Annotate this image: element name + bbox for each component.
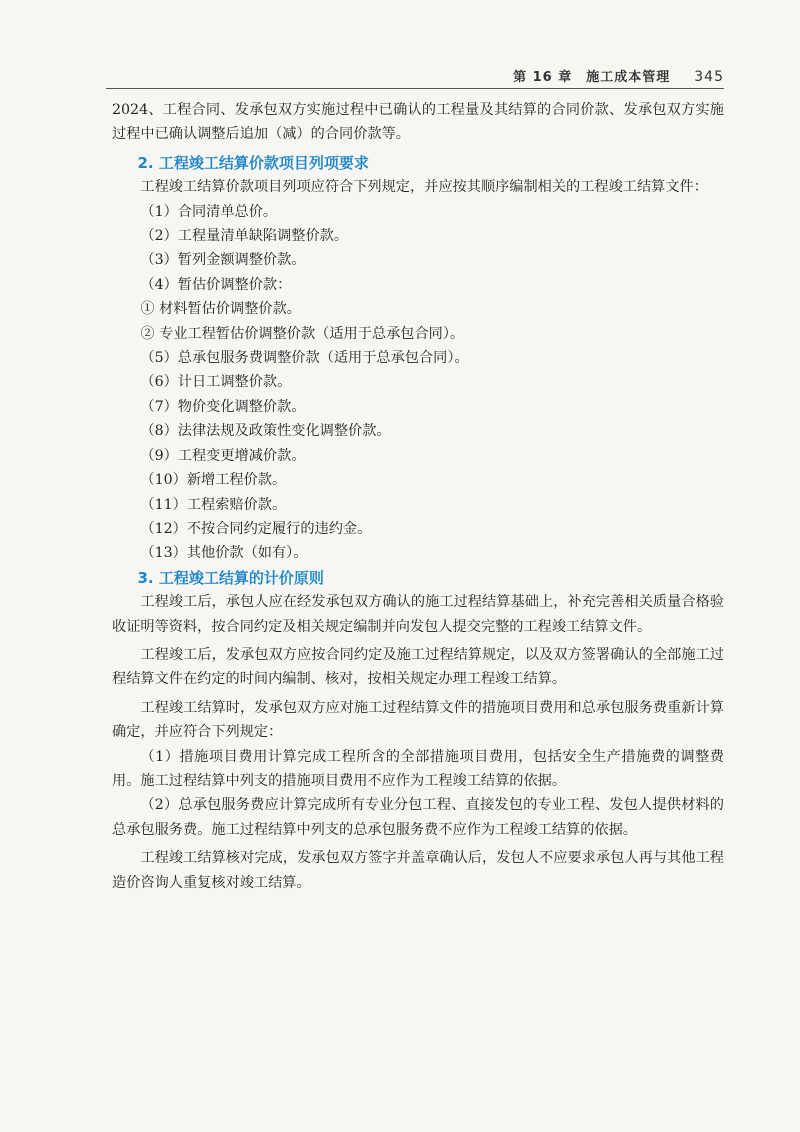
list-item: ① 材料暂估价调整价款。 — [140, 301, 301, 318]
section-3-paragraph-4: （1）措施项目费用计算完成工程所含的全部措施项目费用，包括安全生产措施费的调整费用。施工过程结算中列支的措施项目费用不应作为工程竣工结算的依据。 — [112, 748, 724, 789]
list-item: （9）工程变更增减价款。 — [140, 447, 306, 464]
intro-paragraph: 2024、工程合同、发承包双方实施过程中已确认的工程量及其结算的合同价款、发承包双方实施过程中已确认调整后追加（减）的合同价款等。 — [112, 102, 724, 143]
list-item: （11）工程索赔价款。 — [140, 496, 287, 513]
list-item: ② 专业工程暂估价调整价款（适用于总承包合同）。 — [140, 325, 465, 342]
page-header — [106, 62, 724, 89]
running-head — [513, 66, 724, 85]
list-item: （8）法律法规及政策性变化调整价款。 — [140, 423, 391, 440]
section-3-paragraph-6: 工程竣工结算核对完成，发承包双方签字并盖章确认后，发包人不应要求承包人再与其他工程造价咨询人重复核对竣工结算。 — [112, 850, 724, 891]
list-item: （1）合同清单总价。 — [140, 203, 278, 220]
section-3-paragraph-2: 工程竣工后，发承包双方应按合同约定及施工过程结算规定，以及双方签署确认的全部施工过程结算文件在约定的时间内编制、核对，按相关规定办理工程竣工结算。 — [112, 646, 724, 688]
list-item: （7）物价变化调整价款。 — [140, 398, 306, 415]
section-3-heading: 3. 工程竣工结算的计价原则 — [137, 568, 324, 587]
list-item: （6）计日工调整价款。 — [140, 374, 292, 391]
page-number: 345 — [694, 69, 724, 85]
page-body — [112, 98, 724, 895]
section-3-paragraph-1: 工程竣工后，承包人应在经发承包双方确认的施工过程结算基础上，补充完善相关质量合格验收证明等资料，按合同约定及相关规定编制并向发包人提交完整的工程竣工结算文件。 — [112, 594, 724, 635]
list-item: （3）暂列金额调整价款。 — [140, 252, 306, 269]
list-item: （5）总承包服务费调整价款（适用于总承包合同）。 — [140, 350, 469, 367]
section-3-paragraph-3: 工程竣工结算时，发承包双方应对施工过程结算文件的措施项目费用和总承包服务费重新计算确定，并应符合下列规定： — [112, 699, 724, 741]
list-item: （4）暂估价调整价款： — [140, 276, 292, 293]
section-3-paragraph-5: （2）总承包服务费应计算完成所有专业分包工程、直接发包的专业工程、发包人提供材料的总承包服务费。施工过程结算中列支的总承包服务费不应作为工程竣工结算的依据。 — [112, 797, 724, 838]
section-2-list — [112, 200, 724, 566]
chapter-title: 第 16 章 施工成本管理 — [513, 70, 671, 85]
list-item: （12）不按合同约定履行的违约金。 — [140, 520, 372, 537]
section-2-intro: 工程竣工结算价款项目列项应符合下列规定，并应按其顺序编制相关的工程竣工结算文件： — [140, 179, 708, 196]
list-item: （10）新增工程价款。 — [140, 472, 287, 489]
list-item: （13）其他价款（如有）。 — [140, 545, 308, 562]
list-item: （2）工程量清单缺陷调整价款。 — [140, 228, 349, 245]
section-2-heading: 2. 工程竣工结算价款项目列项要求 — [137, 153, 369, 172]
